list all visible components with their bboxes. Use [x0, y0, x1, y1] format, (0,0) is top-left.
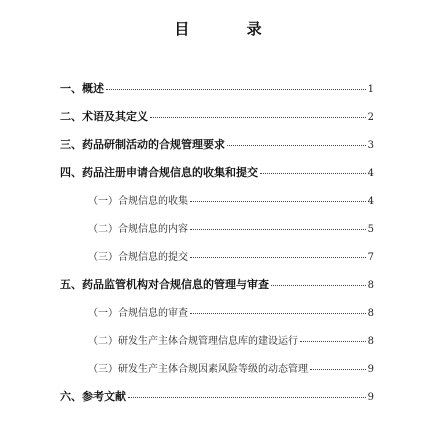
- dot-leader: [128, 397, 366, 398]
- dot-leader: [300, 341, 366, 342]
- toc-entry-label: （一）合规信息的审查: [88, 308, 188, 319]
- toc-entry-label: 五、药品监管机构对合规信息的管理与审查: [60, 278, 269, 291]
- toc-page-number: 5: [367, 224, 374, 235]
- toc-subentry-content[interactable]: [88, 220, 374, 235]
- dot-leader: [106, 89, 366, 90]
- toc-entry-label: 一、概述: [60, 82, 104, 95]
- toc-entry-terms[interactable]: [60, 108, 374, 124]
- toc-entry-regulatory-review[interactable]: [60, 276, 374, 292]
- toc-entry-label: 四、药品注册申请合规信息的收集和提交: [60, 166, 258, 179]
- toc-entry-references[interactable]: [60, 388, 374, 404]
- dot-leader: [310, 369, 366, 370]
- toc-entry-label: （三）研发生产主体合规因素风险等级的动态管理: [88, 364, 308, 375]
- toc-page-number: 9: [367, 364, 374, 375]
- toc-entry-compliance-requirements[interactable]: [60, 136, 374, 152]
- toc-entry-label: （二）研发生产主体合规管理信息库的建设运行: [88, 336, 298, 347]
- toc-subentry-collection[interactable]: [88, 192, 374, 207]
- dot-leader: [150, 117, 366, 118]
- toc-title: 目 录: [174, 20, 288, 38]
- toc-subentry-review[interactable]: [88, 304, 374, 319]
- toc-entry-overview[interactable]: [60, 80, 374, 96]
- dot-leader: [260, 173, 366, 174]
- toc-entry-label: 六、参考文献: [60, 390, 126, 403]
- dot-leader: [190, 201, 366, 202]
- toc-entry-collection-submission[interactable]: [60, 164, 374, 180]
- toc-page-number: 3: [367, 140, 374, 151]
- toc-page-number: 4: [367, 168, 374, 179]
- toc-page-number: 4: [367, 196, 374, 207]
- toc-page-number: 8: [367, 308, 374, 319]
- toc-page-number: 7: [367, 252, 374, 263]
- toc-page-number: 8: [367, 336, 374, 347]
- toc-subentry-database[interactable]: [88, 332, 374, 347]
- toc-entry-label: （一）合规信息的收集: [88, 196, 188, 207]
- dot-leader: [271, 285, 366, 286]
- toc-entry-label: （二）合规信息的内容: [88, 224, 188, 235]
- toc-page-number: 2: [367, 112, 374, 123]
- dot-leader: [190, 313, 366, 314]
- toc-page-number: 8: [367, 280, 374, 291]
- toc-subentry-risk-management[interactable]: [88, 360, 374, 375]
- toc-entry-label: （三）合规信息的提交: [88, 252, 188, 263]
- dot-leader: [190, 257, 366, 258]
- toc-page-number: 1: [367, 84, 374, 95]
- toc-subentry-submission[interactable]: [88, 248, 374, 263]
- dot-leader: [190, 229, 366, 230]
- toc-entry-label: 三、药品研制活动的合规管理要求: [60, 138, 225, 151]
- dot-leader: [227, 145, 366, 146]
- toc-page-number: 9: [367, 392, 374, 403]
- toc-entry-label: 二、术语及其定义: [60, 110, 148, 123]
